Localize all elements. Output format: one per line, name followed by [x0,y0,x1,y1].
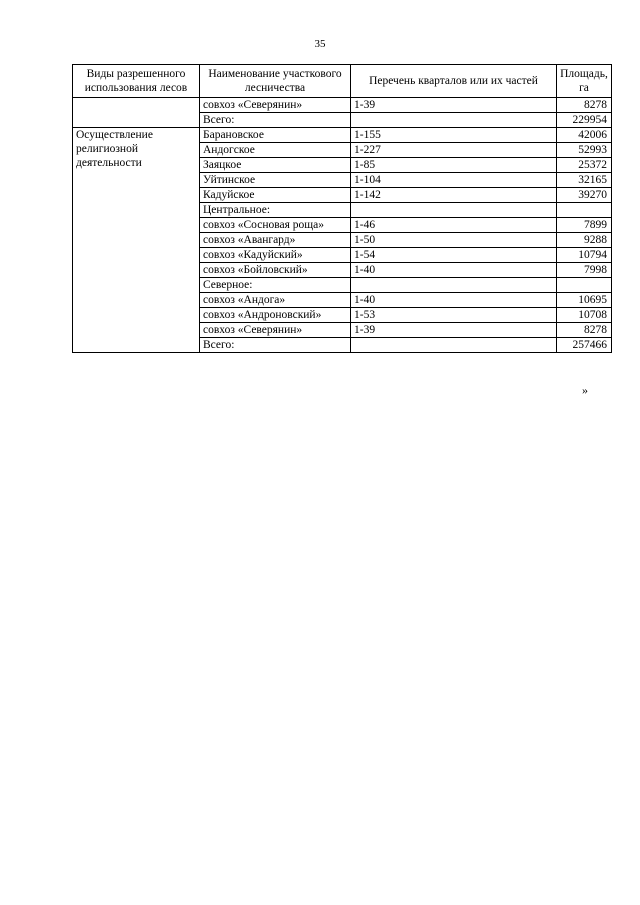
forestry-cell: совхоз «Бойловский» [200,263,351,278]
forestry-cell: Андогское [200,143,351,158]
forestry-cell: Уйтинское [200,173,351,188]
quarters-cell: 1-54 [351,248,557,263]
area-cell: 7899 [557,218,612,233]
quarters-cell: 1-39 [351,323,557,338]
quarters-cell: 1-40 [351,263,557,278]
header-quarters: Перечень кварталов или их частей [351,65,557,98]
area-cell: 10794 [557,248,612,263]
table-header-row [73,65,612,98]
table-row [73,128,612,143]
area-cell: 8278 [557,323,612,338]
forestry-cell: Северное: [200,278,351,293]
area-cell: 7998 [557,263,612,278]
area-cell: 10695 [557,293,612,308]
use-cell-previous [73,98,200,128]
quarters-cell: 1-53 [351,308,557,323]
area-cell: 8278 [557,98,612,113]
quarters-cell: 1-46 [351,218,557,233]
forestry-cell: совхоз «Северянин» [200,323,351,338]
forestry-cell: Центральное: [200,203,351,218]
header-forestry: Наименование участкового лесничества [200,65,351,98]
forestry-cell: Барановское [200,128,351,143]
quarters-cell [351,113,557,128]
area-cell: 52993 [557,143,612,158]
area-cell [557,203,612,218]
area-cell: 42006 [557,128,612,143]
forestry-cell: совхоз «Андроновский» [200,308,351,323]
total-label: Всего: [200,113,351,128]
table-row [73,98,612,113]
quarters-cell: 1-227 [351,143,557,158]
forestry-cell: совхоз «Кадуйский» [200,248,351,263]
total-area: 257466 [557,338,612,353]
area-cell [557,278,612,293]
forestry-cell: Кадуйское [200,188,351,203]
total-area: 229954 [557,113,612,128]
total-label: Всего: [200,338,351,353]
quarters-cell [351,278,557,293]
closing-quote: » [582,383,588,397]
quarters-cell: 1-39 [351,98,557,113]
quarters-cell [351,203,557,218]
area-cell: 32165 [557,173,612,188]
forestry-cell: совхоз «Северянин» [200,98,351,113]
area-cell: 9288 [557,233,612,248]
quarters-cell [351,338,557,353]
use-type-cell: Осуществление религиозной деятельности [73,128,200,353]
header-use: Виды разрешенного использования лесов [73,65,200,98]
area-cell: 10708 [557,308,612,323]
quarters-cell: 1-40 [351,293,557,308]
forestry-cell: Заяцкое [200,158,351,173]
forest-use-table [72,64,612,353]
area-cell: 39270 [557,188,612,203]
forestry-cell: совхоз «Андога» [200,293,351,308]
forestry-cell: совхоз «Сосновая роща» [200,218,351,233]
area-cell: 25372 [557,158,612,173]
quarters-cell: 1-104 [351,173,557,188]
quarters-cell: 1-155 [351,128,557,143]
forestry-cell: совхоз «Авангард» [200,233,351,248]
quarters-cell: 1-50 [351,233,557,248]
quarters-cell: 1-142 [351,188,557,203]
page-number: 35 [314,38,326,50]
header-area: Площадь, га [557,65,612,98]
quarters-cell: 1-85 [351,158,557,173]
